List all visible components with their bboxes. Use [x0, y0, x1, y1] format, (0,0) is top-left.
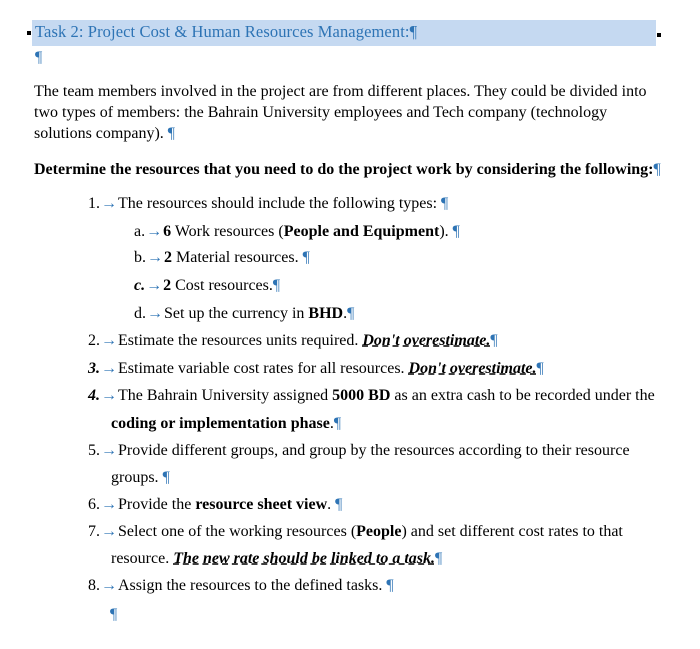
sub-number: a.	[134, 223, 146, 240]
list-item-4-line-2: coding or implementation phase.¶	[111, 415, 342, 432]
list-text: groups.	[111, 469, 159, 486]
intro-line-3-text: solutions company).	[34, 125, 164, 142]
pilcrow: ¶	[434, 550, 443, 567]
list-text: The resources should include the following types:	[118, 195, 438, 212]
sub-text: Cost resources.	[171, 277, 273, 294]
pilcrow: ¶	[272, 277, 281, 294]
sub-item-d	[134, 305, 354, 323]
heading-text: Task 2: Project Cost & Human Resources Management:	[35, 22, 410, 41]
determine-heading	[34, 161, 661, 179]
pilcrow: ¶	[536, 360, 544, 377]
sub-bold: 2	[163, 277, 172, 294]
list-number: 1.	[88, 195, 100, 212]
tab-arrow: →	[101, 332, 117, 349]
list-number: 3.	[88, 360, 100, 377]
list-item-2	[88, 332, 498, 350]
list-text: Provide the	[118, 496, 196, 513]
list-item-4	[88, 387, 655, 405]
tab-arrow: →	[101, 496, 117, 513]
pilcrow: ¶	[302, 249, 310, 266]
pilcrow: ¶	[347, 305, 355, 322]
tab-arrow: →	[101, 195, 117, 212]
list-text: Select one of the working resources (	[118, 523, 357, 540]
list-number: 7.	[88, 523, 100, 540]
sub-text: Work resources (	[171, 223, 284, 240]
list-emphasis: Don't overestimate.	[408, 360, 537, 377]
list-number: 4.	[88, 387, 100, 404]
pilcrow: ¶	[335, 496, 343, 513]
sub-number: c.	[134, 277, 146, 294]
paragraph-marker-right	[657, 33, 661, 37]
list-bold: People	[356, 523, 402, 540]
list-bold: resource sheet view	[195, 496, 328, 513]
empty-paragraph-mark: ¶	[35, 49, 43, 66]
tab-arrow: →	[101, 360, 117, 377]
list-text-cont: as an extra cash to be recorded under the	[390, 387, 655, 404]
list-bold: 5000 BD	[332, 387, 391, 404]
sub-end: ).	[439, 223, 449, 240]
list-bold: coding or implementation phase	[111, 415, 330, 432]
list-item-1	[88, 195, 448, 213]
list-item-6	[88, 496, 342, 514]
list-item-8	[88, 577, 394, 595]
tab-arrow: →	[101, 442, 117, 459]
tab-arrow: →	[101, 577, 117, 594]
pilcrow: ¶	[333, 415, 342, 432]
list-emphasis: Don't overestimate.	[362, 332, 491, 349]
list-text: Assign the resources to the defined tasks.	[118, 577, 383, 594]
list-item-7-line-2	[111, 550, 442, 568]
list-item-5	[88, 442, 630, 460]
pilcrow: ¶	[167, 125, 176, 142]
task-heading[interactable]	[35, 22, 417, 42]
tab-arrow: →	[101, 387, 117, 404]
tab-arrow: →	[146, 223, 163, 240]
sub-item-c	[134, 277, 280, 295]
list-emphasis: The new rate should be linked to a task.	[173, 550, 435, 567]
intro-line-3	[34, 125, 175, 143]
sub-number: d.	[134, 305, 146, 322]
tab-arrow: →	[147, 305, 163, 322]
intro-line-1: The team members involved in the project are from different places. They could be divided into	[34, 83, 647, 100]
pilcrow: ¶	[162, 469, 170, 486]
pilcrow: ¶	[409, 22, 418, 41]
list-item-3	[88, 360, 544, 378]
list-item-5-line-2	[111, 469, 170, 487]
pilcrow: ¶	[653, 161, 661, 178]
trailing-paragraph-mark: ¶	[110, 606, 118, 623]
list-text: Provide different groups, and group by the resources according to their resource	[118, 442, 630, 459]
tab-arrow: →	[147, 249, 163, 266]
list-end: .	[327, 496, 332, 513]
list-number: 5.	[88, 442, 100, 459]
sub-item-a	[134, 223, 460, 241]
sub-bold: 2	[164, 249, 172, 266]
sub-item-b	[134, 249, 310, 267]
tab-arrow: →	[146, 277, 163, 294]
intro-line-2: two types of members: the Bahrain University employees and Tech company (technology	[34, 104, 608, 121]
list-text: The Bahrain University assigned	[118, 387, 333, 404]
list-number: 2.	[88, 332, 100, 349]
pilcrow: ¶	[452, 223, 460, 240]
pilcrow: ¶	[386, 577, 394, 594]
list-number: 8.	[88, 577, 100, 594]
list-number: 6.	[88, 496, 100, 513]
sub-bold: 6	[163, 223, 172, 240]
list-item-7	[88, 523, 623, 541]
list-text-cont: ) and set different cost rates to that	[401, 523, 623, 540]
determine-text: Determine the resources that you need to do the project work by considering the following:	[34, 161, 654, 178]
tab-arrow: →	[101, 523, 117, 540]
sub-end: .	[343, 305, 348, 322]
paragraph-marker-left	[27, 31, 31, 35]
list-text: Estimate the resources units required.	[118, 332, 363, 349]
sub-text: Material resources.	[172, 249, 299, 266]
list-text: resource.	[111, 550, 174, 567]
sub-bold-2: People and Equipment	[283, 223, 440, 240]
sub-bold: BHD	[308, 305, 344, 322]
pilcrow: ¶	[490, 332, 498, 349]
sub-text: Set up the currency in	[164, 305, 309, 322]
list-text: Estimate variable cost rates for all resources.	[118, 360, 409, 377]
sub-number: b.	[134, 249, 146, 266]
pilcrow: ¶	[441, 195, 449, 212]
